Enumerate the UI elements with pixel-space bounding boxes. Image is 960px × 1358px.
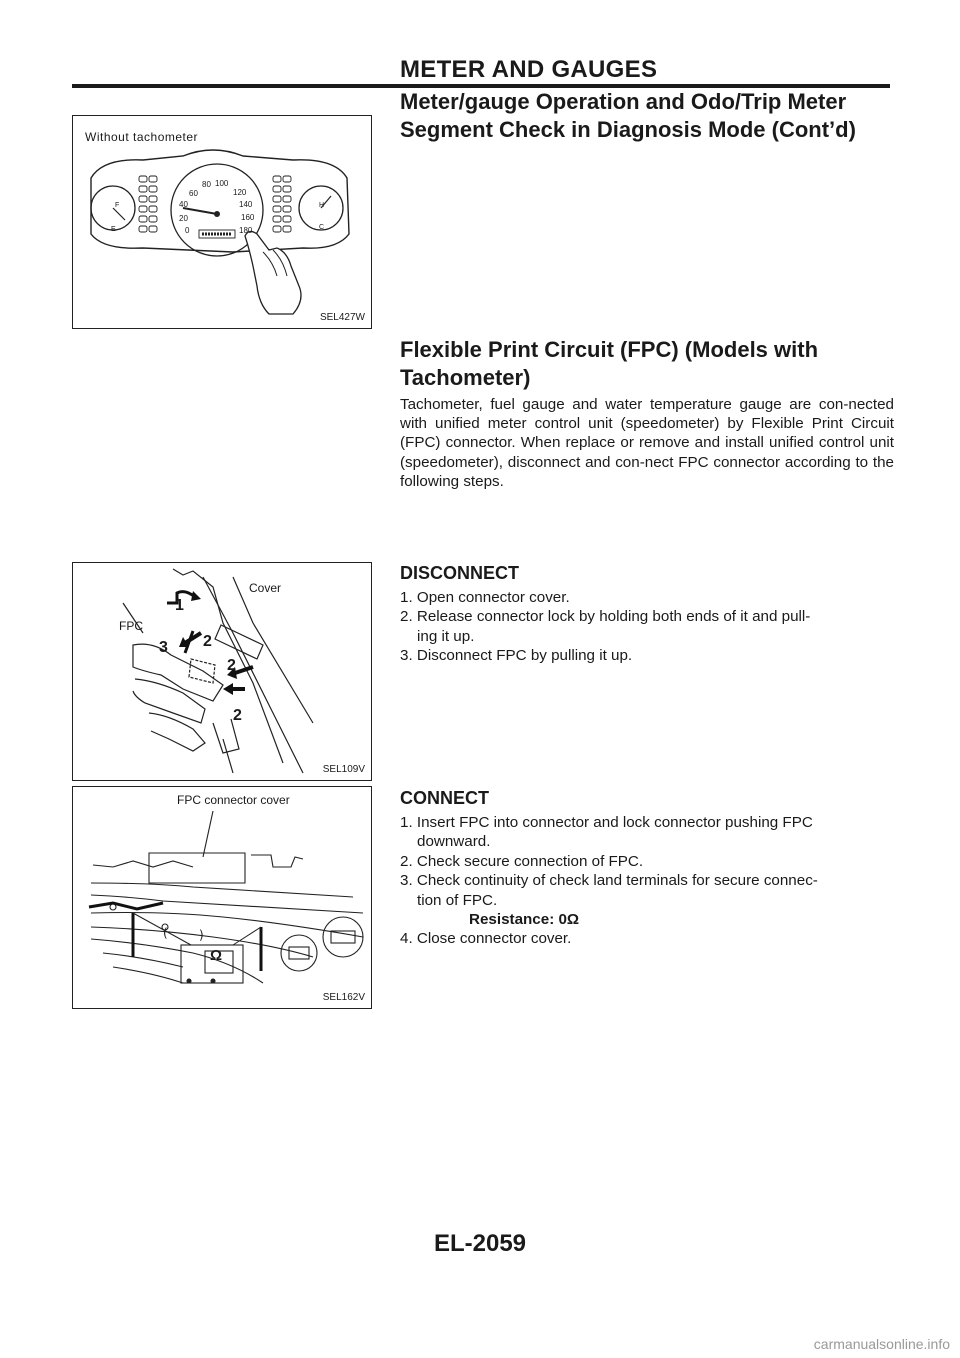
- connect-steps: [400, 813, 894, 949]
- figure-connect: [72, 786, 372, 1009]
- dial-number: 160: [241, 213, 255, 222]
- dial-number: 100: [215, 179, 229, 188]
- disconnect-step: [400, 607, 894, 646]
- connect-step: [400, 813, 894, 852]
- connect-step: 2. Check secure connection of FPC.: [400, 852, 644, 870]
- disconnect-illustration: [73, 563, 371, 780]
- svg-text:(: (: [163, 926, 168, 940]
- callout-3: 3: [159, 639, 168, 656]
- disconnect-step: 3. Disconnect FPC by pulling it up.: [400, 647, 633, 665]
- temp-cold-letter: C: [319, 224, 325, 231]
- callout-2: 2: [233, 707, 242, 724]
- disconnect-title: DISCONNECT: [400, 563, 520, 583]
- dial-number: 20: [179, 214, 188, 223]
- connect-illustration: [73, 787, 371, 1008]
- disconnect-step-text: 2. Release connector lock by holding both ends of it and pull-: [400, 608, 811, 626]
- callout-2: 2: [203, 633, 212, 650]
- disconnect-step-continued: ing it up.: [417, 627, 475, 645]
- cover-label: Cover: [249, 581, 282, 595]
- callout-2: 2: [227, 657, 236, 674]
- connect-step-text: 1. Insert FPC into connector and lock connector pushing FPC: [400, 814, 813, 831]
- dial-number: 40: [179, 200, 188, 209]
- dial-number: 60: [189, 189, 198, 198]
- figure-code: SEL109V: [322, 764, 365, 775]
- connect-step-text: 3. Check continuity of check land terminals for secure connec-: [400, 872, 818, 890]
- watermark: carmanualsonline.info: [813, 1336, 950, 1352]
- ohm-symbol: Ω: [210, 947, 223, 964]
- fuel-empty-letter: E: [111, 226, 116, 233]
- disconnect-step: 1. Open connector cover.: [400, 589, 570, 606]
- figure-code: SEL162V: [322, 992, 365, 1003]
- connect-step-continued: tion of FPC.: [417, 891, 498, 909]
- fpc-title: Flexible Print Circuit (FPC) (Models with Tachometer): [400, 337, 819, 390]
- figure-cluster: [72, 115, 372, 329]
- connect-step-continued: downward.: [417, 833, 491, 851]
- dial-number: 180: [239, 226, 253, 235]
- figure-disconnect: [72, 562, 372, 781]
- svg-text:): ): [199, 928, 204, 942]
- cluster-illustration: [73, 116, 371, 328]
- page-number: EL-2059: [433, 1230, 527, 1257]
- connect-step: [400, 871, 894, 929]
- figure-code: SEL427W: [319, 312, 365, 323]
- header-title: METER AND GAUGES: [400, 56, 658, 83]
- fuel-full-letter: F: [115, 202, 120, 209]
- fpc-paragraph: Tachometer, fuel gauge and water temperature gauge are con-nected with unified meter control unit (speedometer) by Flexible Print Circuit (FPC) connector. When replace or remove and install unified control unit (speedometer), disconnect and con-nect FPC connector according to the following steps.: [400, 396, 894, 490]
- callout-1: 1: [175, 597, 184, 614]
- connect-step: 4. Close connector cover.: [400, 930, 572, 948]
- dial-number: 140: [239, 200, 253, 209]
- section-title: Meter/gauge Operation and Odo/Trip Meter Segment Check in Diagnosis Mode (Cont’d): [400, 89, 856, 142]
- dial-number: 120: [233, 188, 247, 197]
- resistance-spec: Resistance: 0Ω: [469, 911, 580, 929]
- dial-number: 80: [202, 180, 211, 189]
- figure-cluster-label: Without tachometer: [85, 130, 199, 144]
- temp-hot-letter: H: [319, 202, 325, 209]
- disconnect-steps: [400, 588, 894, 666]
- connect-title: CONNECT: [400, 788, 489, 808]
- fpc-connector-cover-label: FPC connector cover: [177, 793, 290, 807]
- dial-number: 0: [185, 226, 190, 235]
- fpc-label: FPC: [119, 619, 143, 633]
